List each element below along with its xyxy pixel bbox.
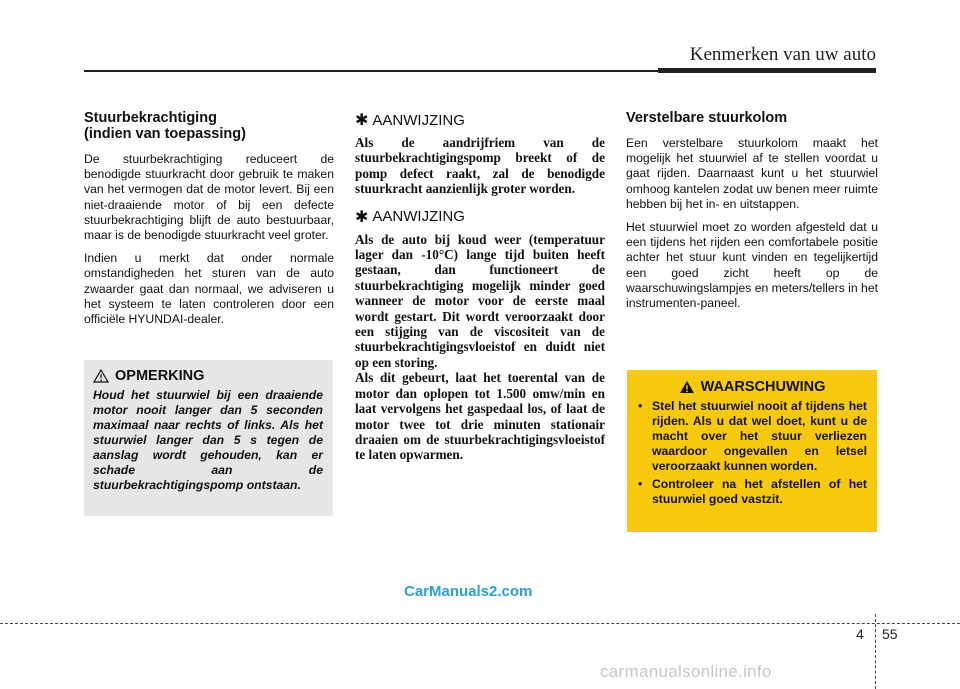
warning-box [627,370,877,532]
note-2-text: Als de auto bij koud weer (temperatuur lager dan -10°C) lange tijd buiten heeft gestaan, dan functioneert de stuurbekrachtiging mogelijk minder goed wanneer de motor voor de eerste maal wordt gestart. Dit wordt veroorzaakt door een stijging van de viscositeit van de stuurbekrachtigingsvloeistof en duidt niet op een storing. [355,231,605,370]
warning-item: • Stel het stuurwiel nooit af tijdens het rijden. Als u dat wel doet, kunt u de macht over het stuur verliezen waardoor ongevallen en letsel veroorzaakt kunnen worden. [637,399,867,474]
paragraph-adjustable-column-1: Een verstelbare stuurkolom maakt het mogelijk het stuurwiel af te stellen voordat u gaat rijden. Daarnaast kunt u het stuurwiel omhoog kantelen zodat uw benen meer ruimte hebben bij het in- en uitstappen. [626,136,878,211]
note-2-text-continued: Als dit gebeurt, laat het toerental van de motor dan oplopen tot 1.500 omw/min en laat vervolgens het gaspedaal los, of laat de motor twee tot drie minuten stationair draaien om de stuurbekrachtigingsvloeistof te laten opwarmen. [355,370,605,463]
chapter-number: 4 [856,626,864,642]
note-2-title-row [355,207,605,227]
footer-rule [0,623,960,624]
header-title: Kenmerken van uw auto [689,44,876,65]
footer-brand[interactable]: carmanualsonline.info [600,662,772,681]
note-1-title-row [355,110,605,130]
caution-title-row [93,368,323,384]
warning-triangle-icon [679,380,695,394]
heading-line-1: Stuurbekrachtiging [84,110,217,126]
column-right [626,110,878,319]
warning-triangle-icon [93,369,109,383]
page-number: 55 [882,626,898,642]
page-number-separator [875,614,877,689]
heading-line-2: (indien van toepassing) [84,126,246,142]
note-star-icon: ✱ [355,112,369,129]
warning-title-row [637,379,867,395]
column-middle [355,110,605,473]
caution-text: Houd het stuurwiel bij een draaiende motor nooit langer dan 5 seconden maximaal naar rechts of links. Als het stuurwiel langer dan 5 s tegen de aanslag wordt gehouden, kan er schade aan de stuurbekrachtigingspomp ontstaan. [93,388,323,492]
paragraph-power-steering-1: De stuurbekrachtiging reduceert de benodigde stuurkracht door gebruik te maken van het vermogen dat de motor levert. Bij een niet-draaiende motor of bij een defecte stuurbekrachtiging blijft de auto bestuurbaar, maar is de benodigde stuurkracht veel groter. [84,152,334,243]
caution-box [84,360,333,516]
caution-title: OPMERKING [115,368,205,384]
section-heading-power-steering [84,110,334,142]
note-1-title: AANWIJZING [372,111,465,129]
note-1-text: Als de aandrijfriem van de stuurbekrachtigingspomp breekt of de pomp defect raakt, zal de benodigde stuurkracht aanzienlijk groter worden. [355,135,605,197]
warning-list [637,399,867,507]
header-rule-accent [658,68,876,73]
paragraph-power-steering-2: Indien u merkt dat onder normale omstandigheden het sturen van de auto zwaarder gaat dan normaal, we adviseren u het systeem te laten controleren door een officiële HYUNDAI-dealer. [84,251,334,327]
warning-item: • Controleer na het afstellen of het stuurwiel goed vastzit. [637,477,867,507]
note-star-icon: ✱ [355,208,369,226]
paragraph-adjustable-column-2: Het stuurwiel moet zo worden afgesteld dat u een tijdens het rijden een comfortabele positie achter het stuur kunt vinden en tegelijkertijd een goed zicht heeft op de waarschuwingslampjes en meters/tellers in het instrumenten-paneel. [626,220,878,311]
watermark-link[interactable]: CarManuals2.com [404,583,533,600]
warning-title: WAARSCHUWING [700,379,826,395]
section-heading-adjustable-column: Verstelbare stuurkolom [626,110,788,126]
column-left [84,110,334,335]
note-2-title: AANWIJZING [372,208,465,226]
